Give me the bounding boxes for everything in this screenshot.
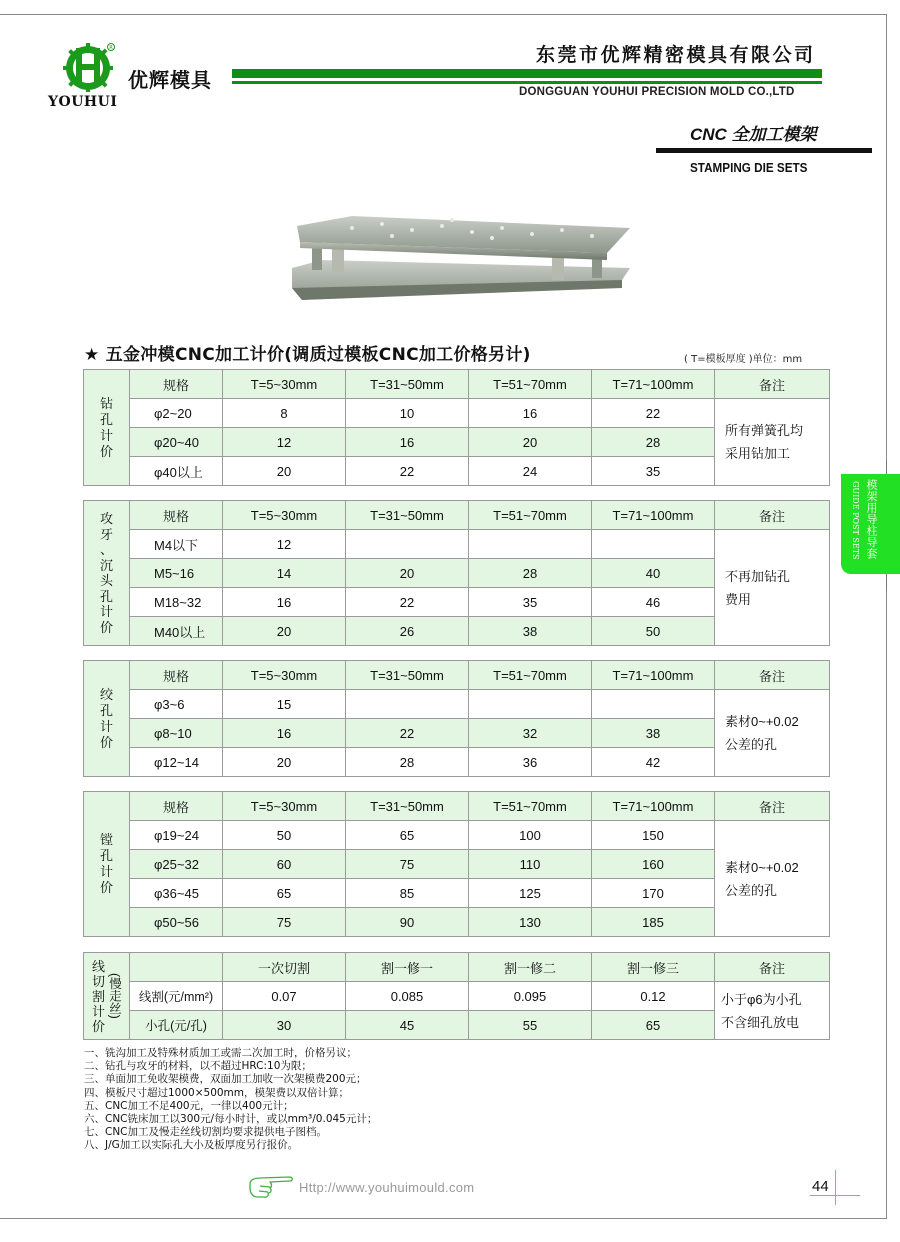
spec-cell: φ19~24 bbox=[130, 821, 223, 850]
price-cell: 0.07 bbox=[223, 982, 346, 1011]
pointing-hand-icon bbox=[246, 1174, 296, 1200]
column-header: 规格 bbox=[130, 661, 223, 690]
price-cell: 20 bbox=[223, 748, 346, 777]
column-header: T=71~100mm bbox=[592, 501, 715, 530]
note-line: 八、J/G加工以实际孔大小及板厚度另行报价。 bbox=[84, 1139, 299, 1152]
column-header: 备注 bbox=[715, 661, 830, 690]
price-cell: 0.085 bbox=[346, 982, 469, 1011]
section-subtitle: STAMPING DIE SETS bbox=[690, 160, 808, 175]
gear-h-logo-icon bbox=[60, 42, 116, 94]
spec-cell: M40以上 bbox=[130, 617, 223, 646]
price-cell: 15 bbox=[223, 690, 346, 719]
note-line: 四、模板尺寸超过1000×500mm，模架费以双倍计算； bbox=[84, 1086, 350, 1099]
price-cell: 35 bbox=[469, 588, 592, 617]
note-line: 五、CNC加工不足400元，一律以400元计； bbox=[84, 1099, 294, 1112]
note-cell: 不再加钻孔 费用 bbox=[715, 530, 830, 646]
column-header: 割一修二 bbox=[469, 953, 592, 982]
company-name-cn: 东莞市优辉精密模具有限公司 bbox=[536, 44, 816, 66]
column-header: 规格 bbox=[130, 501, 223, 530]
price-cell: 22 bbox=[346, 588, 469, 617]
price-cell: 160 bbox=[592, 850, 715, 879]
note-cell: 素材0~+0.02 公差的孔 bbox=[715, 821, 830, 937]
table-row bbox=[84, 399, 830, 428]
price-cell bbox=[592, 530, 715, 559]
price-cell: 24 bbox=[469, 457, 592, 486]
spec-cell: M5~16 bbox=[130, 559, 223, 588]
table-row bbox=[84, 530, 830, 559]
reaming-price-table bbox=[83, 660, 830, 777]
boring-price-table bbox=[83, 791, 830, 937]
table-row bbox=[84, 821, 830, 850]
price-cell: 38 bbox=[469, 617, 592, 646]
column-header: 备注 bbox=[715, 792, 830, 821]
price-cell: 0.12 bbox=[592, 982, 715, 1011]
note-line: 六、CNC铣床加工以300元/每小时计，或以mm³/0.045元计； bbox=[84, 1113, 378, 1126]
category-label: 攻 牙 、 沉 头 孔 计 价 bbox=[84, 501, 130, 646]
column-header: T=31~50mm bbox=[346, 370, 469, 399]
category-label: 镗 孔 计 价 bbox=[84, 792, 130, 937]
price-cell: 65 bbox=[223, 879, 346, 908]
spec-cell: φ2~20 bbox=[130, 399, 223, 428]
price-cell: 22 bbox=[346, 719, 469, 748]
price-cell: 75 bbox=[223, 908, 346, 937]
price-cell: 45 bbox=[346, 1011, 469, 1040]
price-cell: 46 bbox=[592, 588, 715, 617]
column-header: T=71~100mm bbox=[592, 792, 715, 821]
section-title: CNC 全加工模架 bbox=[690, 125, 817, 144]
note-line: 七、CNC加工及慢走丝线切割均要求提供电子图档。 bbox=[84, 1126, 328, 1139]
price-cell bbox=[346, 690, 469, 719]
column-header: T=31~50mm bbox=[346, 501, 469, 530]
column-header: T=51~70mm bbox=[469, 370, 592, 399]
die-set-product-image bbox=[292, 208, 632, 300]
price-cell: 36 bbox=[469, 748, 592, 777]
column-header bbox=[130, 953, 223, 982]
note-cell: 小于φ6为小孔 不含细孔放电 bbox=[715, 982, 830, 1040]
price-cell: 10 bbox=[346, 399, 469, 428]
table-row bbox=[84, 982, 830, 1011]
section-divider bbox=[656, 148, 872, 153]
price-cell: 16 bbox=[223, 588, 346, 617]
price-cell: 20 bbox=[469, 428, 592, 457]
category-label: 绞 孔 计 价 bbox=[84, 661, 130, 777]
price-cell: 22 bbox=[592, 399, 715, 428]
price-cell: 16 bbox=[469, 399, 592, 428]
wire-cutting-price-table bbox=[83, 952, 830, 1040]
price-cell: 0.095 bbox=[469, 982, 592, 1011]
price-cell: 40 bbox=[592, 559, 715, 588]
note-line: 一、铣沟加工及特殊材质加工或需二次加工时，价格另议； bbox=[84, 1047, 357, 1059]
price-cell: 60 bbox=[223, 850, 346, 879]
column-header: T=31~50mm bbox=[346, 661, 469, 690]
column-header: 规格 bbox=[130, 792, 223, 821]
price-cell: 35 bbox=[592, 457, 715, 486]
price-cell: 50 bbox=[223, 821, 346, 850]
column-header: 备注 bbox=[715, 370, 830, 399]
price-cell: 30 bbox=[223, 1011, 346, 1040]
price-cell: 20 bbox=[223, 617, 346, 646]
spec-cell: φ12~14 bbox=[130, 748, 223, 777]
price-cell: 8 bbox=[223, 399, 346, 428]
price-cell: 20 bbox=[346, 559, 469, 588]
spec-cell: 线割(元/mm²) bbox=[130, 982, 223, 1011]
company-logo bbox=[44, 38, 134, 113]
note-line: 三、单面加工免收架模费，双面加工加收一次架模费200元； bbox=[84, 1073, 367, 1086]
column-header: T=51~70mm bbox=[469, 661, 592, 690]
price-cell: 28 bbox=[346, 748, 469, 777]
price-cell: 32 bbox=[469, 719, 592, 748]
column-header: T=71~100mm bbox=[592, 370, 715, 399]
column-header: T=51~70mm bbox=[469, 792, 592, 821]
column-header: 割一修一 bbox=[346, 953, 469, 982]
column-header: T=71~100mm bbox=[592, 661, 715, 690]
column-header: 规格 bbox=[130, 370, 223, 399]
column-header: T=31~50mm bbox=[346, 792, 469, 821]
price-cell bbox=[592, 690, 715, 719]
spec-cell: 小孔(元/孔) bbox=[130, 1011, 223, 1040]
price-cell: 75 bbox=[346, 850, 469, 879]
price-cell: 26 bbox=[346, 617, 469, 646]
logo-wordmark: YOUHUI bbox=[48, 94, 118, 110]
pricing-title: ★ 五金冲模CNC加工计价(调质过模板CNC加工价格另计) bbox=[84, 345, 531, 365]
price-cell: 50 bbox=[592, 617, 715, 646]
svg-text:R: R bbox=[109, 45, 113, 51]
price-cell: 12 bbox=[223, 530, 346, 559]
note-line: 二、钻孔与攻牙的材料，以不超过HRC:10为限； bbox=[84, 1060, 312, 1073]
price-cell: 28 bbox=[592, 428, 715, 457]
price-cell: 100 bbox=[469, 821, 592, 850]
price-cell: 110 bbox=[469, 850, 592, 879]
note-cell: 所有弹簧孔均 采用钻加工 bbox=[715, 399, 830, 486]
price-cell: 12 bbox=[223, 428, 346, 457]
column-header: 备注 bbox=[715, 953, 830, 982]
table-row bbox=[84, 690, 830, 719]
price-cell: 85 bbox=[346, 879, 469, 908]
price-cell: 14 bbox=[223, 559, 346, 588]
price-cell: 16 bbox=[223, 719, 346, 748]
column-header: 割一修三 bbox=[592, 953, 715, 982]
spec-cell: φ36~45 bbox=[130, 879, 223, 908]
page-number: 44 bbox=[812, 1178, 829, 1195]
column-header: T=5~30mm bbox=[223, 792, 346, 821]
column-header: T=5~30mm bbox=[223, 661, 346, 690]
price-cell: 28 bbox=[469, 559, 592, 588]
crop-mark bbox=[835, 1170, 836, 1205]
price-cell: 150 bbox=[592, 821, 715, 850]
spec-cell: φ40以上 bbox=[130, 457, 223, 486]
price-cell: 16 bbox=[346, 428, 469, 457]
header-divider bbox=[232, 69, 822, 78]
price-cell: 90 bbox=[346, 908, 469, 937]
website-link[interactable]: Http://www.youhuimould.com bbox=[299, 1180, 475, 1195]
brand-name: 优辉模具 bbox=[128, 68, 212, 92]
price-cell: 185 bbox=[592, 908, 715, 937]
spec-cell: φ3~6 bbox=[130, 690, 223, 719]
note-cell: 素材0~+0.02 公差的孔 bbox=[715, 690, 830, 777]
side-tab-label-en: GUIDE POST SETS bbox=[851, 481, 860, 560]
spec-cell: φ8~10 bbox=[130, 719, 223, 748]
price-cell bbox=[469, 690, 592, 719]
column-header: T=5~30mm bbox=[223, 370, 346, 399]
tapping-price-table bbox=[83, 500, 830, 646]
column-header: T=5~30mm bbox=[223, 501, 346, 530]
column-header: 一次切割 bbox=[223, 953, 346, 982]
terms-notes bbox=[84, 1047, 377, 1153]
spec-cell: M18~32 bbox=[130, 588, 223, 617]
header-divider-thin bbox=[232, 81, 822, 84]
unit-note: ( T=模板厚度 )单位：mm bbox=[684, 354, 803, 365]
price-cell: 42 bbox=[592, 748, 715, 777]
price-cell: 38 bbox=[592, 719, 715, 748]
company-name-en: DONGGUAN YOUHUI PRECISION MOLD CO.,LTD bbox=[519, 86, 795, 98]
price-cell: 22 bbox=[346, 457, 469, 486]
price-cell: 55 bbox=[469, 1011, 592, 1040]
column-header: 备注 bbox=[715, 501, 830, 530]
column-header: T=51~70mm bbox=[469, 501, 592, 530]
price-cell bbox=[346, 530, 469, 559]
price-cell: 65 bbox=[346, 821, 469, 850]
spec-cell: φ25~32 bbox=[130, 850, 223, 879]
spec-cell: φ50~56 bbox=[130, 908, 223, 937]
spec-cell: M4以下 bbox=[130, 530, 223, 559]
price-cell: 20 bbox=[223, 457, 346, 486]
price-cell: 65 bbox=[592, 1011, 715, 1040]
price-cell: 130 bbox=[469, 908, 592, 937]
category-label: 线切割计价 (慢走丝) bbox=[84, 953, 130, 1040]
price-cell bbox=[469, 530, 592, 559]
price-cell: 125 bbox=[469, 879, 592, 908]
price-cell: 170 bbox=[592, 879, 715, 908]
side-tab-label-cn: 模架用导柱导套 bbox=[865, 479, 878, 560]
category-label: 钻 孔 计 价 bbox=[84, 370, 130, 486]
spec-cell: φ20~40 bbox=[130, 428, 223, 457]
drilling-price-table bbox=[83, 369, 830, 486]
